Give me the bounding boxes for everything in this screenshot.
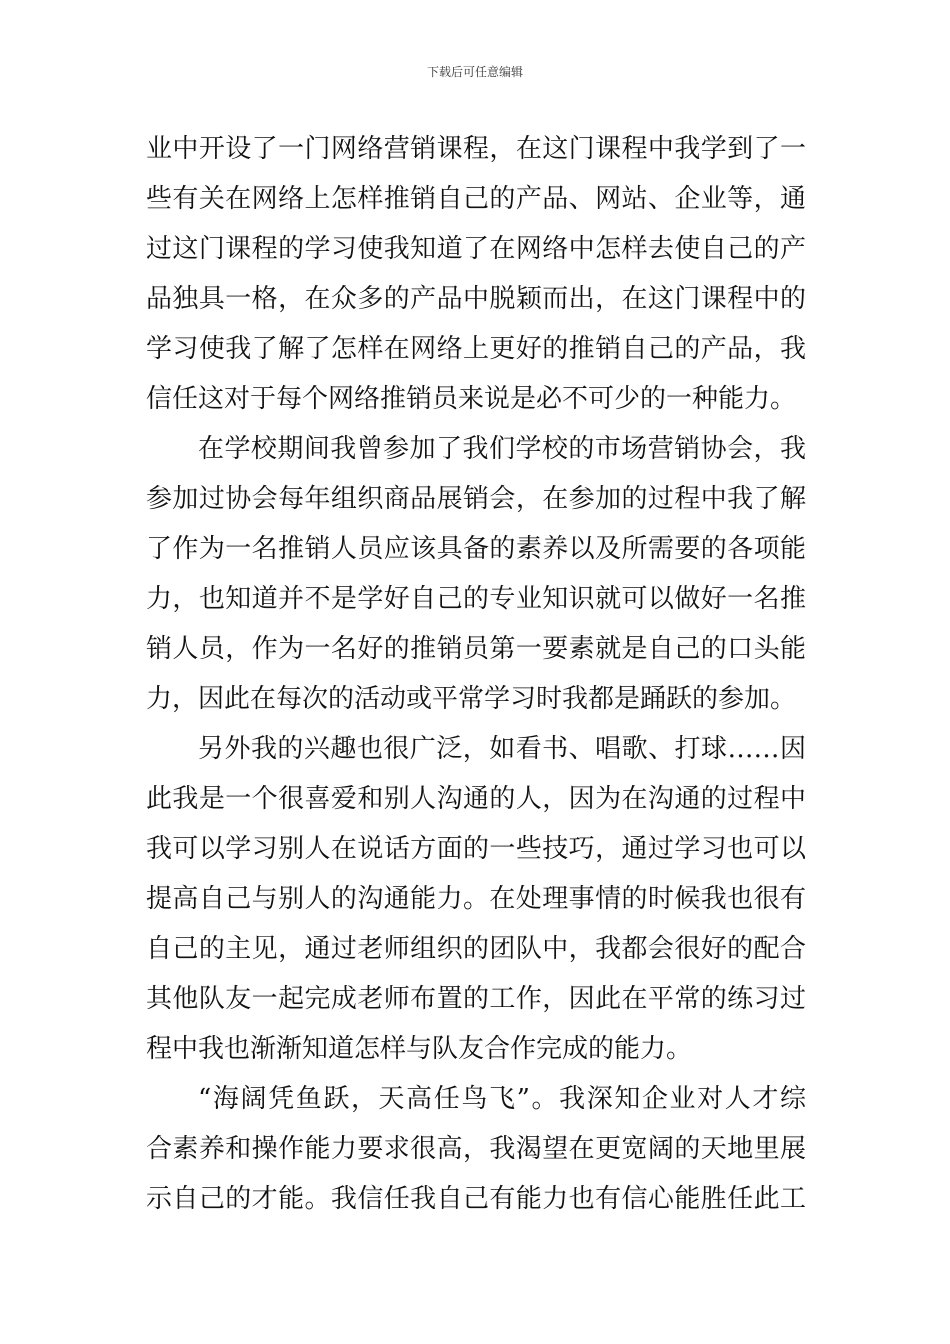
paragraph-2	[146, 424, 806, 724]
text-line: 品独具一格，在众多的产品中脱颖而出，在这门课程中的	[146, 284, 806, 314]
text-line: 销人员，作为一名好的推销员第一要素就是自己的口头能	[146, 634, 806, 664]
document-body	[146, 124, 806, 1224]
text-line: 自己的主见，通过老师组织的团队中，我都会很好的配合	[146, 934, 806, 964]
text-line: 在学校期间我曾参加了我们学校的市场营销协会，我	[198, 434, 806, 464]
text-line: 此我是一个很喜爱和别人沟通的人，因为在沟通的过程中	[146, 784, 806, 814]
text-line: 力，也知道并不是学好自己的专业知识就可以做好一名推	[146, 584, 806, 614]
text-line: 过这门课程的学习使我知道了在网络中怎样去使自己的产	[146, 234, 806, 264]
text-line: 学习使我了解了怎样在网络上更好的推销自己的产品，我	[146, 334, 806, 364]
text-line: 了作为一名推销人员应该具备的素养以及所需要的各项能	[146, 534, 806, 564]
text-line: “海阔凭鱼跃，天高任鸟飞”。我深知企业对人才综	[198, 1084, 806, 1114]
text-line: 力，因此在每次的活动或平常学习时我都是踊跃的参加。	[146, 684, 797, 714]
text-line: 示自己的才能。我信任我自己有能力也有信心能胜任此工	[146, 1184, 806, 1214]
text-line: 另外我的兴趣也很广泛，如看书、唱歌、打球……因	[198, 734, 806, 764]
text-line: 信任这对于每个网络推销员来说是必不可少的一种能力。	[146, 384, 797, 414]
paragraph-3	[146, 724, 806, 1074]
text-line: 我可以学习别人在说话方面的一些技巧，通过学习也可以	[146, 834, 806, 864]
text-line: 参加过协会每年组织商品展销会，在参加的过程中我了解	[146, 484, 806, 514]
paragraph-1	[146, 124, 806, 424]
text-line: 提高自己与别人的沟通能力。在处理事情的时候我也很有	[146, 884, 806, 914]
paragraph-4	[146, 1074, 806, 1224]
page-header: 下载后可任意编辑	[426, 65, 523, 79]
text-line: 业中开设了一门网络营销课程，在这门课程中我学到了一	[146, 134, 806, 164]
text-line: 些有关在网络上怎样推销自己的产品、网站、企业等，通	[146, 184, 806, 214]
text-line: 程中我也渐渐知道怎样与队友合作完成的能力。	[146, 1034, 693, 1064]
text-line: 合素养和操作能力要求很高，我渴望在更宽阔的天地里展	[146, 1134, 806, 1164]
text-line: 其他队友一起完成老师布置的工作，因此在平常的练习过	[146, 984, 806, 1014]
